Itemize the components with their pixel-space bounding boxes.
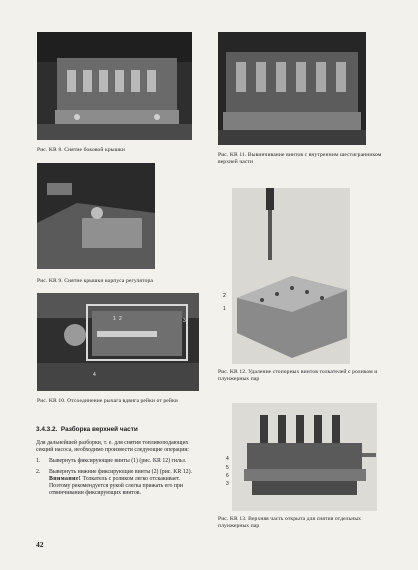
figure-kr12-label-2: 2 (223, 293, 226, 299)
warning-label: Внимание! (49, 475, 82, 482)
step-text: Вывернуть нижние фиксирующие винты (2) (рис. KR 12). (49, 468, 192, 475)
figure-kr13-label-5: 5 (226, 465, 229, 471)
section-body (36, 440, 201, 500)
figure-kr12-label-1: 1 (223, 306, 226, 312)
figure-kr11-photo (218, 32, 366, 145)
figure-kr12-photo (232, 188, 350, 364)
figure-kr10-label-4: 4 (93, 372, 96, 378)
step-number: 1. (36, 458, 41, 465)
figure-kr8-caption: Рис. KR 8. Снятие боковой крышки (37, 147, 125, 153)
figure-kr10-photo (37, 293, 199, 391)
section-title: Разборка верхней части (60, 426, 138, 433)
section-intro: Для дальнейшей разборки, т. е. для снятия топливоподающих секций насоса, необходимо произвести следующие операции: (36, 440, 190, 454)
step-item (36, 469, 201, 498)
figure-kr9-caption: Рис. KR 9. Снятие крышки корпуса регулятора (37, 278, 153, 284)
figure-kr13-label-6: 6 (226, 473, 229, 479)
section-heading (36, 426, 138, 433)
figure-kr10-label-1: 1 (113, 316, 116, 322)
warning-text: Толкатель с роликом легко отскакивает. Поэтому рекомендуется рукой слегка прижать его при отвинчивании фиксирующих винтов. (49, 475, 183, 497)
figure-kr10-label-2: 2 (119, 316, 122, 322)
page-number: 42 (36, 540, 44, 549)
figure-kr13-label-3: 3 (226, 481, 229, 487)
figure-kr10-label-3: 3 (183, 318, 186, 324)
step-item (36, 458, 201, 465)
figure-kr13-caption: Рис. KR 13. Верхняя часть открыта для снятия отдельных плунжерных пар (218, 516, 362, 529)
figure-kr13-label-4: 4 (226, 456, 229, 462)
figure-kr13-photo (232, 403, 377, 511)
section-number: 3.4.3.2. (36, 426, 58, 433)
figure-kr8-photo (37, 32, 192, 140)
figure-kr9-photo (37, 163, 155, 269)
figure-kr10-caption: Рис. KR 10. Отсоединение рычага вдвига рейки от рейки (37, 398, 178, 404)
step-text: Вывернуть фиксирующие винты (1) (рис. KR 12) гильз. (49, 458, 187, 465)
figure-kr11-caption: Рис. KR 11. Вывинчивание винтов с внутренним шестигранником верхней части (218, 152, 382, 165)
step-number: 2. (36, 468, 41, 475)
figure-kr12-caption: Рис. KR 12. Удаление стопорных винтов толкателей с роликом и плунжерных пар (218, 369, 378, 382)
